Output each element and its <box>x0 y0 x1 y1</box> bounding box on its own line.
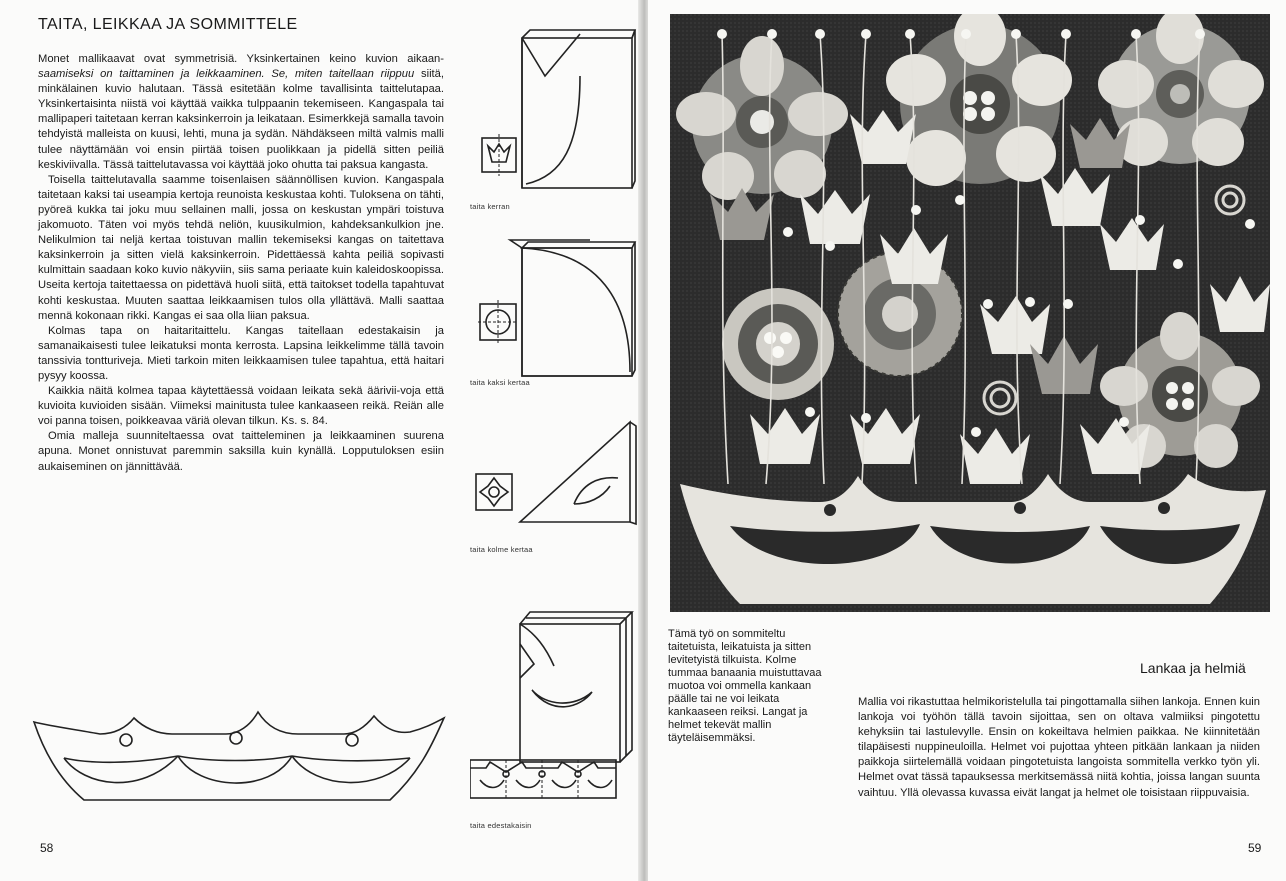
textile-artwork-photo <box>670 14 1270 612</box>
paragraph-4: Kaikkia näitä kolmea tapaa käytettäessä voidaan leikata sekä äärivii-voja että kuvioita kuvioiden sisään. Viimeksi mainitusta tulee kankaaseen reikä. Reiän alle voi panna toisen, poikkeavaa väriä olevan tilkun. Ks. s. 84. <box>38 385 444 428</box>
paragraph-1 <box>38 52 444 173</box>
paragraph-2: Toisella taittelutavalla saamme toisenlaisen säännöllisen kuvion. Kangaspala taitetaan kaksi tai useampia kertoja reunoista keskustaa kohti. Tuloksena on tähti, pyöreä kukka tai joku muu sellainen malli, jossa on keskustan ympäri toistuva jakomuoto. Täten voi myös tehdä neliön, kuusikulmion, kahdeksankulkion jne. Nelikulmion tai neljä kertaa toistuvan mallin tekemiseksi kangas on taitettava kaksinkerroin ja sitten vielä kaksinkerroin. Pidettäessä kahta peiliä sopivasti kulmittain saadaan koko kuvio näkyviin, siis sama periaate kuin kaleidoskoopissa. Useita kertoja taitettaessa on pidettävä huoli siitä, että taitokset todella tapahtuvat kohti keskustaa. Muuten saattaa leikkaamisen tulos olla yllättävä. Malli saattaa mennä kokonaan rikki. Kangas ei saa olla liian paksua. <box>38 173 444 322</box>
left-body-text <box>38 52 444 475</box>
accordion-fold-diagram <box>470 604 640 824</box>
fold-three-times-diagram <box>470 414 640 544</box>
intro-italic-text: saamiseksi on taittaminen ja leikkaaminen. Se, miten taitellaan riippuu <box>38 68 415 81</box>
left-page <box>0 0 640 881</box>
caption-fold-three-times: taita kolme kertaa <box>470 545 533 554</box>
caption-fold-twice: taita kaksi kertaa <box>470 378 530 387</box>
page-title: TAITA, LEIKKAA JA SOMMITTELE <box>38 16 298 33</box>
caption-fold-once: taita kerran <box>470 202 510 211</box>
flower-middle-left <box>722 288 834 400</box>
page-number-right: 59 <box>1248 841 1262 855</box>
paragraph-5: Omia malleja suunniteltaessa ovat taitteleminen ja leikkaaminen suurena apuna. Monet onnistuvat paremmin saksilla kuin kynällä. Lopputuloksen esiin aukaiseminen on jännittävää. <box>38 430 444 473</box>
fold-once-diagram <box>470 16 640 206</box>
intro-text-2: siitä, minkälainen kuvio halutaan. Tässä esitetään kolme tavallisinta taittelutapaa. Yksinkertaisinta niistä voi käyttää vaikka tulppaanin tekemiseen. Kangaspala tai mallipaperi taitetaan kerran kaksinkerroin ja leikataan. Esimerkkejä samalla tavoin tehdyistä malleista on kuusi, lehti, muna ja sydän. Nähdäkseen miltä valmis malli tulee näyttämään voi ensin piirtää toisen puolikkaan ja pidellä sitten peiliä keskiviivalla. Tässä taittelutavassa voi käyttää joko ohutta tai paksua kangasta. <box>38 68 444 171</box>
section-title: Lankaa ja helmiä <box>1140 660 1246 676</box>
boat-cutout-pattern <box>30 700 450 820</box>
page-number-left: 58 <box>40 841 54 855</box>
caption-accordion-fold: taita edestakaisin <box>470 821 532 830</box>
intro-text-1: Monet mallikaavat ovat symmetrisiä. Yksinkertainen keino kuvion aikaan- <box>38 53 444 65</box>
section-text: Mallia voi rikastuttaa helmikoristelulla tai pingottamalla siihen lankoja. Ennen kuin lankoja voi työhön tällä tavoin sijoittaa, sen on oltava valmiiksi pingotettu kehyksiin tai lastulevylle. Ensin on kokeiltava helmien paikkaa. Ne kiinnitetään tilapäisesti nuppineuloilla. Helmet voi pujottaa yhteen pitkään lankaan ja niiden paikkoja siirtelemällä voidaan pingotetuista langoista sommitella verkko työn yli. Helmet ovat tässä tapauksessa merkitsemässä niitä kohtia, joissa langan suunta vaihtuu. Yllä olevassa kuvassa eivät langat ja helmet ole toisistaan riippuvaisia. <box>858 696 1260 799</box>
paragraph-3: Kolmas tapa on haitaritaittelu. Kangas taitellaan edestakaisin ja samanaikaisesti tulee leikatuksi monta kerrosta. Lapsina leikkelimme tällä tavoin tanssivia tontturiveja. Mieti tarkoin miten leikkaamisen tulee tapahtua, että haitari pysyy koossa. <box>38 324 444 382</box>
fold-twice-diagram <box>470 232 640 382</box>
photo-caption: Tämä työ on sommiteltu taitetuista, leikatuista ja sitten levitetyistä tilkuista. Kolme tummaa banaania muistuttavaa muotoa voi ommella kankaan päälle tai ne voi leikata kankaaseen reiksi. Langat ja helmet tekevät mallin täyteläisemmäksi. <box>668 628 822 744</box>
